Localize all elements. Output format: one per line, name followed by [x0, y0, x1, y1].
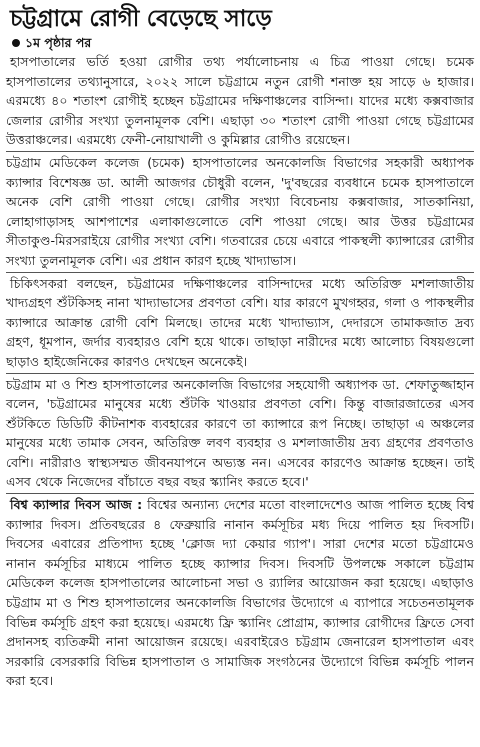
continued-from-line [12, 35, 474, 51]
paragraph-4: চট্টগ্রাম মা ও শিশু হাসপাতালের অনকোলজি বিভাগের সহযোগী অধ্যাপক ডা. শেফাতুজ্জাহান বলেন, 'চট্টগ্রামের মানুষের মধ্যে শুঁটকি খাওয়ার প্রবণতা বেশি। কিন্তু বাজারজাতের এসব শুঁটকিতে ডিডিটি কীটনাশক ব্যবহারের কারণে তা ক্যান্সারে রূপ নিচ্ছে। তাছাড়া এ অঞ্চলের মানুষের মধ্যে তামাক সেবন, অতিরিক্ত লবণ ব্যবহার ও মশলাজাতীয় দ্রব্য গ্রহণের প্রবণতাও বেশি। নারীরাও স্বাস্থ্যসম্মত জীবনযাপনে অভ্যস্ত নন। এসবের কারণেও আক্রান্ত হচ্ছেন। তাই এসব থেকে নিজেদের বাঁচাতে বছর বছর স্ক্যানিং করতে হবে।' [6, 376, 474, 490]
paragraph-1: হাসপাতালের ভর্তি হওয়া রোগীর তথ্য পর্যালোচনায় এ চিত্র পাওয়া গেছে। চমেক হাসপাতালের তথ্যানুসারে, ২০২২ সালে চট্টগ্রামে নতুন রোগী শনাক্ত হয় সাড়ে ৬ হাজার। এরমধ্যে ৪০ শতাংশ রোগীই হচ্ছেন চট্টগ্রামের দক্ষিণাঞ্চলের বাসিন্দা। যাদের মধ্যে কক্সবাজার জেলার রোগীর সংখ্যা তুলনামূলক বেশি। এছাড়া ৩০ শতাংশ রোগী পাওয়া গেছে চট্টগ্রামের উত্তরাঞ্চলের। এরমধ্যে ফেনী-নোয়াখালী ও কুমিল্লার রোগীও রয়েছেন। [6, 54, 474, 148]
paragraph-5 [6, 495, 474, 691]
paragraph-2: চট্টগ্রাম মেডিকেল কলেজ (চমেক) হাসপাতালের অনকোলজি বিভাগের সহকারী অধ্যাপক ক্যান্সার বিশেষজ্ঞ ডা. আলী আজগর চৌধুরী বলেন, 'দু'বছরের ব্যবধানে চমেক হাসপাতালে অনেক বেশি রোগী পাওয়া গেছে। রোগীর সংখ্যা বিবেচনায় কক্সবাজার, সাতকানিয়া, লোহাগাড়াসহ আশপাশের এলাকাগুলোতে বেশি পাওয়া গেছে। আর উত্তর চট্টগ্রামের সীতাকুণ্ড-মিরসরাইয়ে রোগীর সংখ্যা বেশি। গতবারের চেয়ে এবারে পাকস্থলী ক্যান্সারের রোগীর সংখ্যা তুলনামূলক বেশি। এর প্রধান কারণ হচ্ছে খাদ্যাভাস। [6, 154, 474, 268]
paragraph-5-body: বিশ্বের অন্যান্য দেশের মতো বাংলাদেশেও আজ পালিত হচ্ছে বিশ্ব ক্যান্সার দিবস। প্রতিবছরের ৪ ফেব্রুয়ারি নানান কর্মসূচির মধ্য দিয়ে পালিত হয় দিবসটি। দিবসের এবারের প্রতিপাদ্য হচ্ছে 'ক্লোজ দ্যা কেয়ার গ্যাপ'। সারা দেশের মতো চট্টগ্রামেও নানান কর্মসূচির মাধ্যমে পালিত হচ্ছে ক্যান্সার দিবস। দিবসটি উপলক্ষে সকালে চট্টগ্রাম মেডিকেল কলেজ হাসপাতালের আলোচনা সভা ও র‍্যালির আয়োজন করা হয়েছে। এছাড়াও চট্টগ্রাম মা ও শিশু হাসপাতালের অনকোলজি বিভাগের উদ্যোগে এ ব্যাপারে সচেতনতামূলক বিভিন্ন কর্মসূচি গ্রহণ করা হয়েছে। এরমধ্যে ফ্রি স্ক্যানিং প্রোগ্রাম, ক্যান্সার রোগীদের ফ্রিতে সেবা প্রদানসহ ব্যতিক্রমী নানা আয়োজন রয়েছে। এরবাইরেও চট্টগ্রাম জেনারেল হাসপাতাল এবং সরকারি বেসরকারি বিভিন্ন হাসপাতাল ও সামাজিক সংগঠনের উদ্যোগে বিভিন্ন কর্মসূচি পালন করা হবে। [6, 497, 475, 689]
divider [6, 151, 474, 152]
paragraph-5-lead: বিশ্ব ক্যান্সার দিবস আজ : [10, 497, 143, 513]
continued-from-label: ১ম পৃষ্ঠার পর [25, 35, 92, 50]
paragraph-3: চিকিৎসকরা বলছেন, চট্টগ্রামের দক্ষিণাঞ্চলের বাসিন্দাদের মধ্যে অতিরিক্ত মশলাজাতীয় খাদ্যগ্রহণ শুঁটকিসহ নানা খাদ্যাভাসের প্রবণতা বেশি। যার কারণে মুখগহ্বর, গলা ও পাকস্থলীর ক্যান্সারে আক্রান্ত রোগী বেশি মিলছে। তাদের মধ্যে খাদ্যাভ্যাস, দেদারসে তামাকজাত দ্রব্য গ্রহণ, ধূমপান, জর্দার ব্যবহারও বেশি হয়ে থাকে। তাছাড়া নারীদের মধ্যে আলোচ্য বিষয়গুলো ছাড়াও হাইজেনিকের কারণও দেখছেন অনেকেই। [6, 275, 474, 369]
headline: চট্টগ্রামে রোগী বেড়েছে সাড়ে [10, 6, 272, 32]
divider [6, 272, 474, 273]
divider [6, 493, 474, 494]
bullet-icon [12, 39, 20, 47]
divider [6, 373, 474, 374]
